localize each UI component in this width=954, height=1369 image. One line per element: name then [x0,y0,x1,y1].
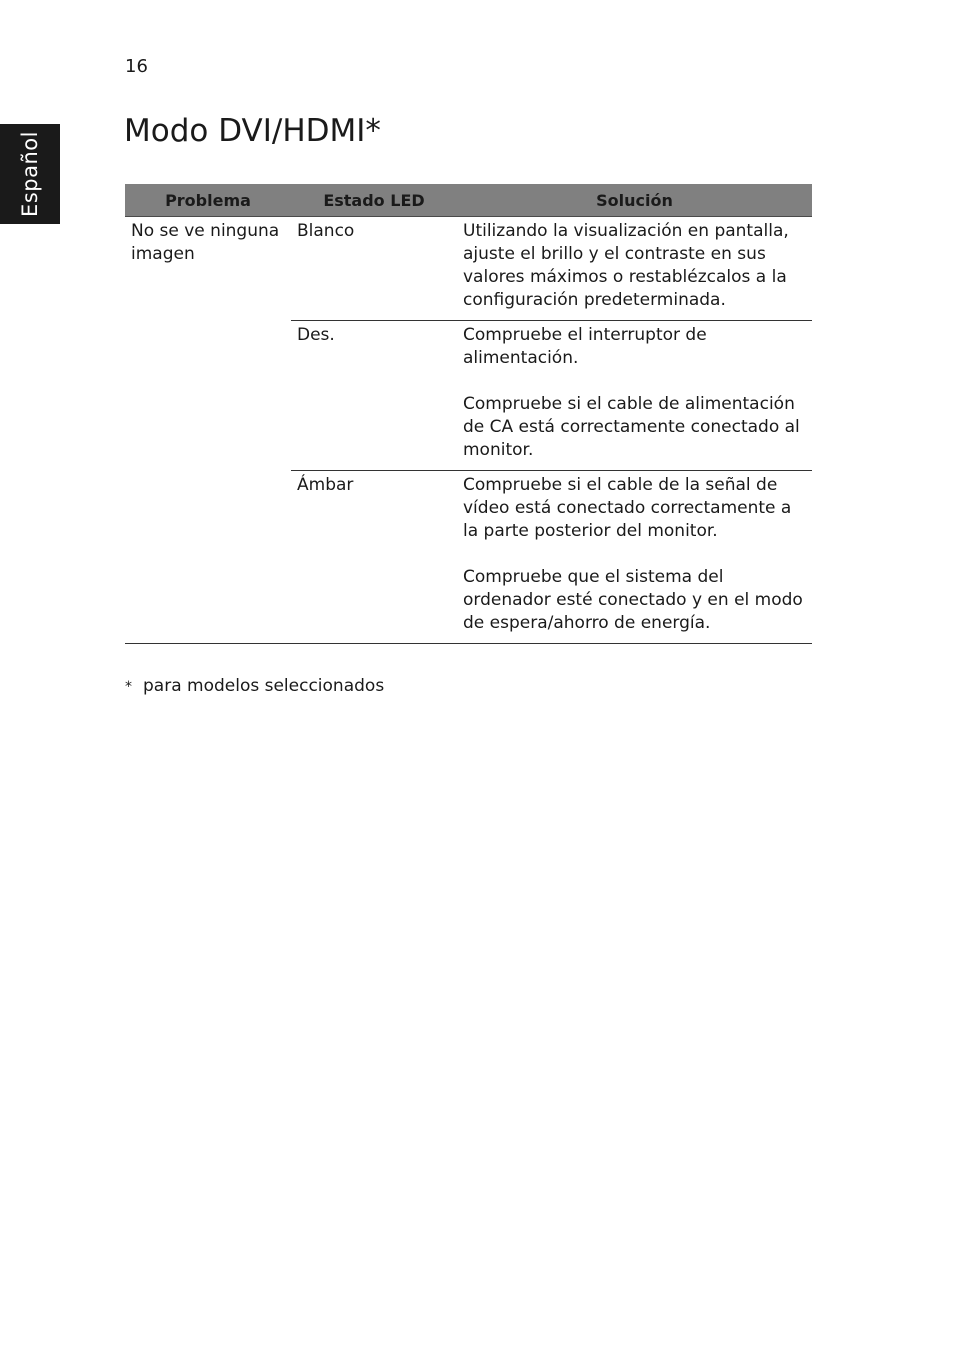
solution-text: Utilizando la visualización en pantalla, ajuste el brillo y el contraste en sus valores máximos o restablézcalos a la configuración predeterminada. [463,221,789,310]
footnote-mark: * [125,679,132,695]
troubleshooting-table [125,184,812,643]
solution-text: Compruebe si el cable de alimentación de CA está correctamente conectado al monitor. [463,394,800,460]
table-header-row [125,184,812,217]
header-problema: Problema [125,184,291,217]
header-estado-led: Estado LED [291,184,457,217]
language-label: Español [18,131,42,217]
footnote [125,676,384,696]
solution-cell [457,217,812,321]
led-state-cell: Blanco [297,221,355,241]
solution-text: Compruebe el interruptor de alimentación. [463,325,707,368]
footnote-text: para modelos seleccionados [143,676,385,696]
solution-cell [457,321,812,471]
page-title: Modo DVI/HDMI* [124,113,381,149]
solution-cell [457,471,812,644]
table-bottom-rule [125,643,812,644]
problem-cell: No se ve ninguna imagen [131,221,280,264]
language-side-tab [0,124,60,224]
table-row [125,217,812,321]
page-number: 16 [125,56,148,77]
solution-text: Compruebe que el sistema del ordenador esté conectado y en el modo de espera/ahorro de energía. [463,567,803,633]
led-state-cell: Des. [291,321,457,471]
header-solucion: Solución [457,184,812,217]
led-state-cell: Ámbar [291,471,457,644]
solution-text: Compruebe si el cable de la señal de vídeo está conectado correctamente a la parte posterior del monitor. [463,475,792,541]
